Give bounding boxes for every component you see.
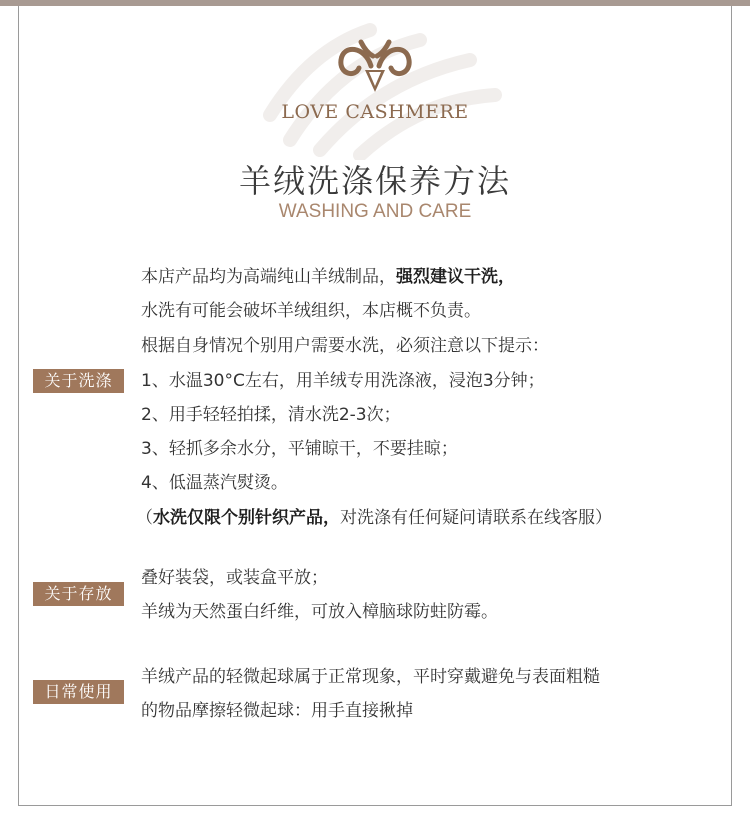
daily-line-2: 的物品摩擦轻微起球：用手直接揪掉 — [141, 701, 413, 721]
page-subtitle: WASHING AND CARE — [278, 201, 472, 222]
ram-horns-logo-icon — [335, 36, 415, 94]
washing-step-3: 3、轻抓多余水分，平铺晾干，不要挂晾； — [141, 439, 458, 459]
section-label-washing: 关于洗涤 — [33, 369, 124, 393]
storage-line-2: 羊绒为天然蛋白纤维，可放入樟脑球防蛀防霉。 — [141, 602, 498, 622]
washing-intro-emphasis: 强烈建议干洗， — [396, 267, 515, 287]
section-label-daily: 日常使用 — [33, 680, 124, 704]
washing-intro-line-1 — [141, 266, 515, 288]
washing-note-open: （ — [136, 508, 153, 528]
storage-line-1: 叠好装袋，或装盒平放； — [141, 568, 328, 588]
washing-intro-text: 本店产品均为高端纯山羊绒制品， — [141, 267, 396, 287]
washing-note — [136, 507, 612, 529]
washing-intro-line-3: 根据自身情况个别用户需要水洗，必须注意以下提示： — [141, 336, 549, 356]
section-label-storage: 关于存放 — [33, 582, 124, 606]
washing-step-1: 1、水温30°C左右，用羊绒专用洗涤液，浸泡3分钟； — [141, 371, 545, 391]
washing-step-2: 2、用手轻轻拍揉，清水洗2-3次； — [141, 405, 401, 425]
daily-line-1: 羊绒产品的轻微起球属于正常现象，平时穿戴避免与表面粗糙 — [141, 667, 600, 687]
washing-note-text: 对洗涤有任何疑问请联系在线客服） — [340, 508, 612, 528]
page-title: 羊绒洗涤保养方法 — [238, 162, 511, 200]
washing-note-emphasis: 水洗仅限个别针织产品， — [153, 508, 340, 528]
washing-step-4: 4、低温蒸汽熨烫。 — [141, 473, 288, 493]
washing-intro-line-2: 水洗有可能会破坏羊绒组织，本店概不负责。 — [141, 301, 481, 321]
brand-name: LOVE CASHMERE — [281, 101, 469, 123]
